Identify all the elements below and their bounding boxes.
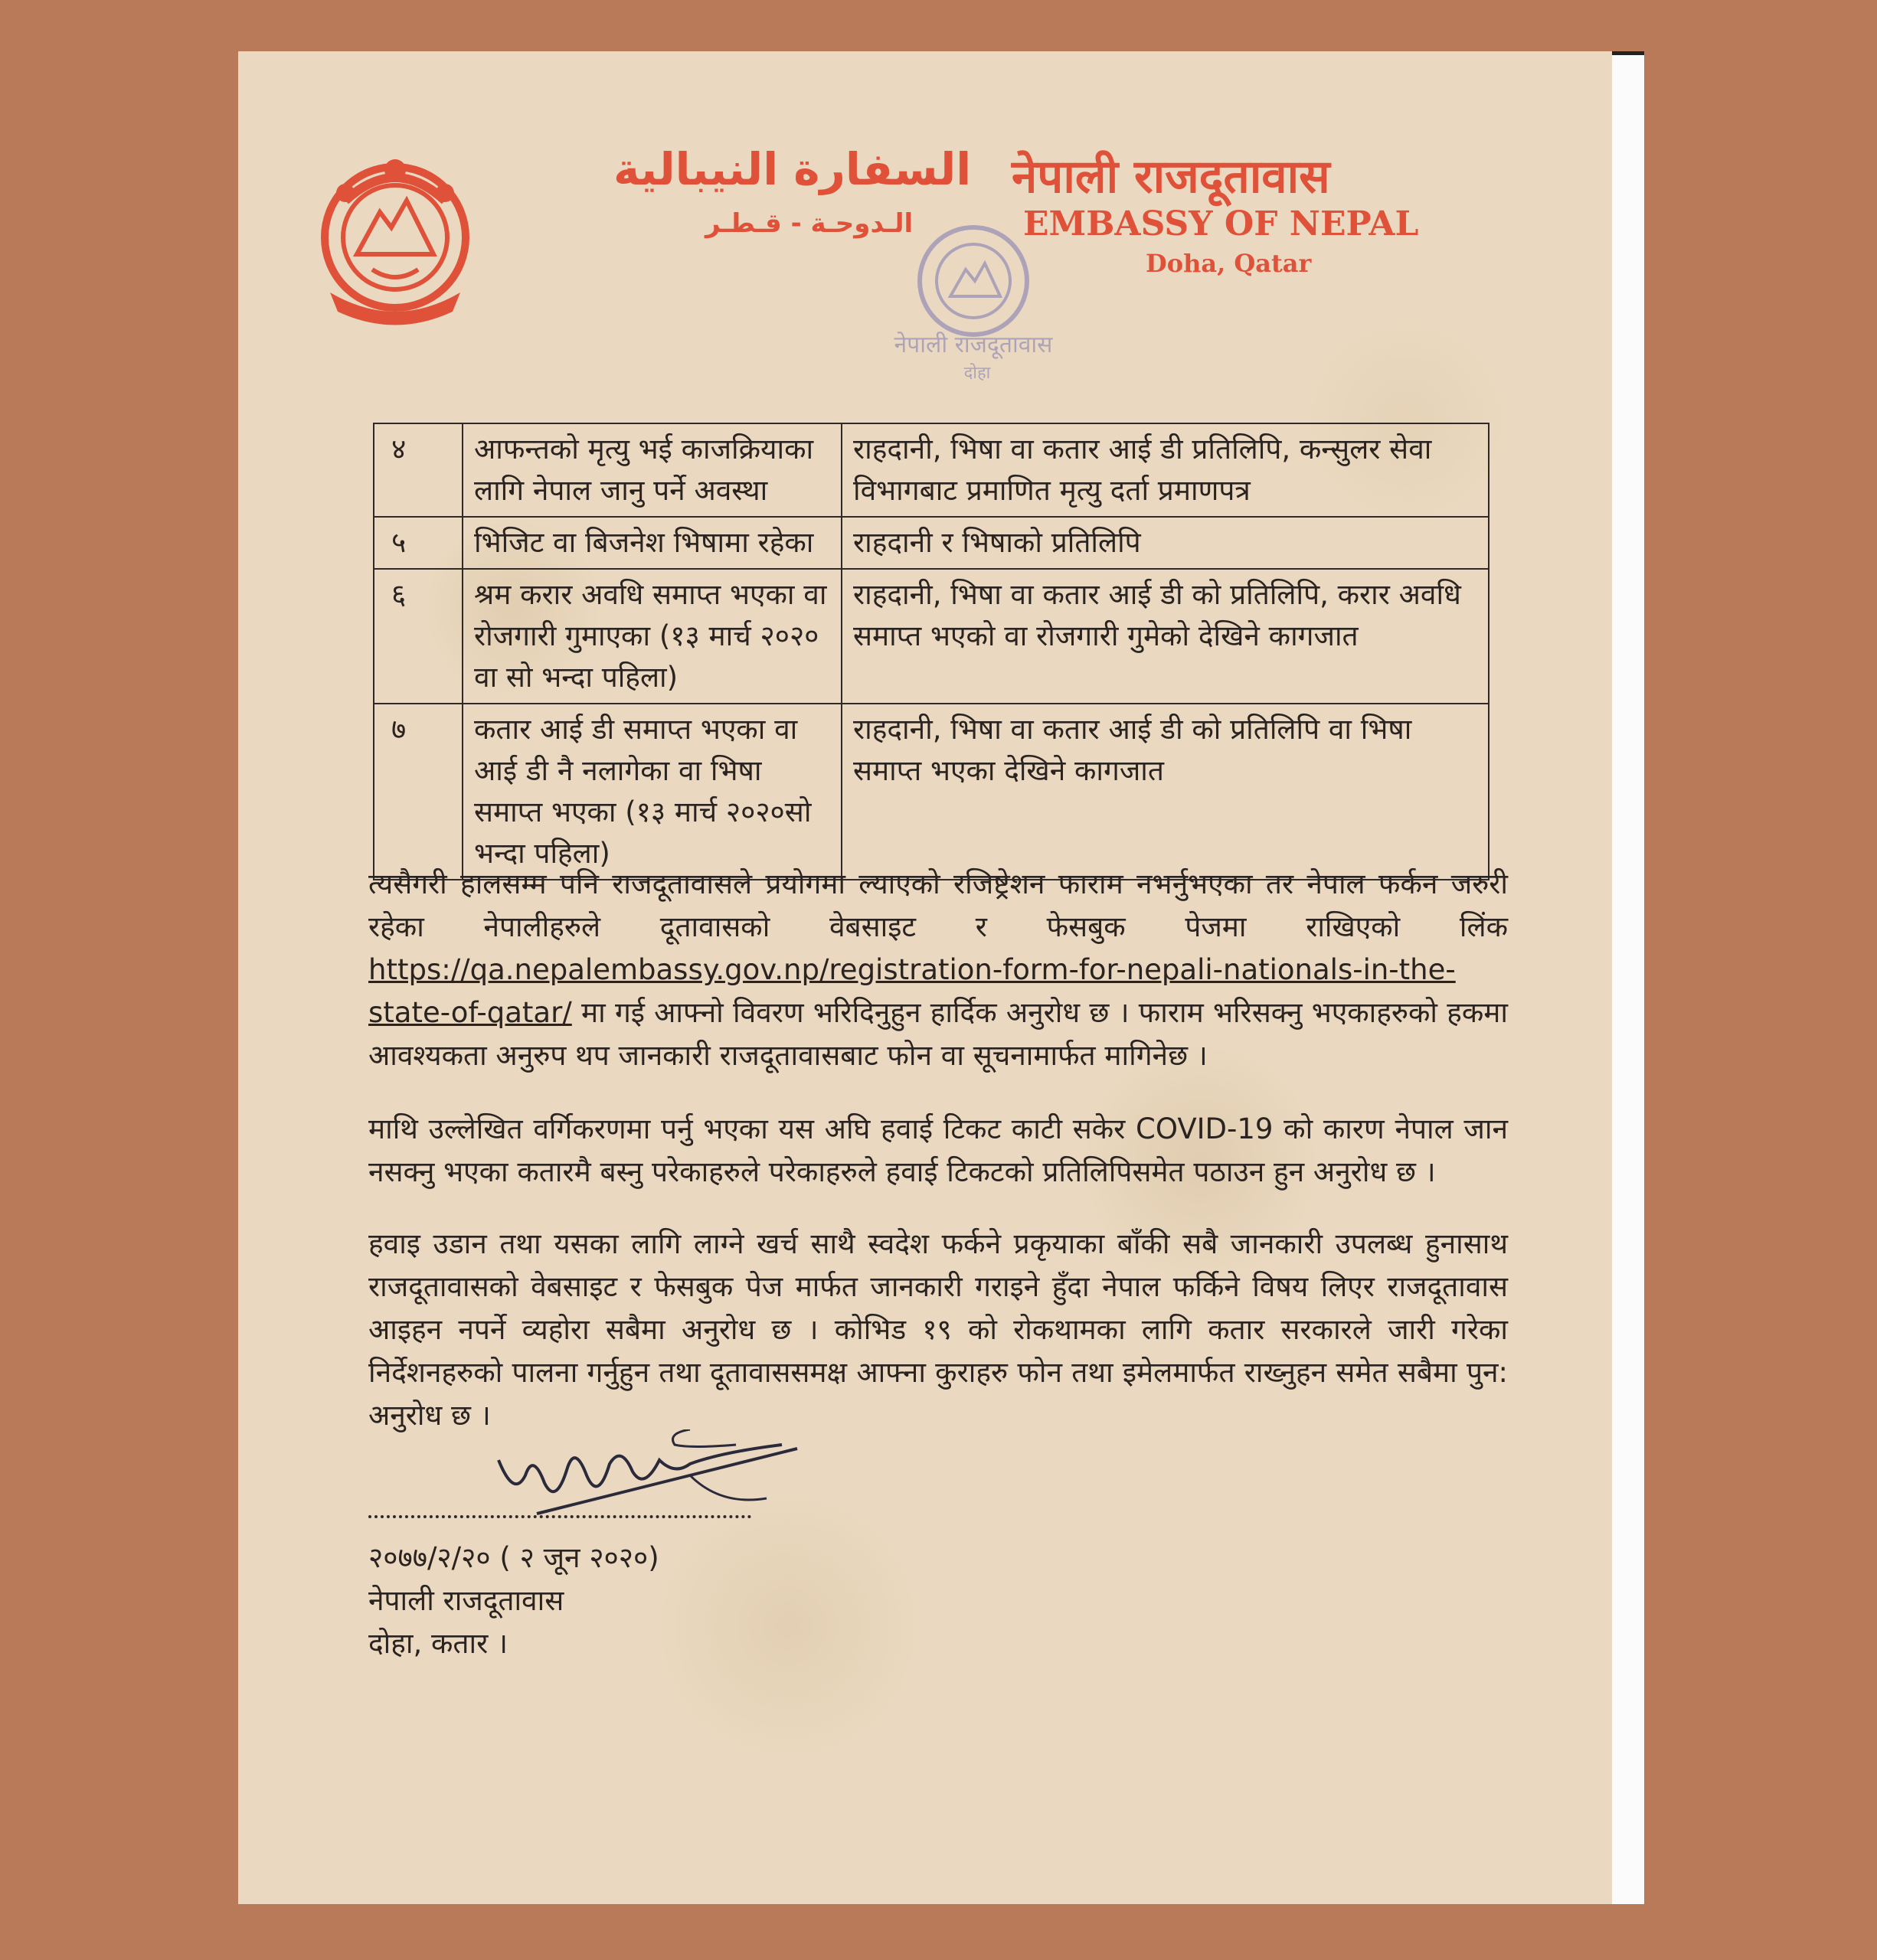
letter-location: दोहा, कतार ।: [368, 1627, 508, 1660]
row-documents: राहदानी, भिषा वा कतार आई डी को प्रतिलिपि, करार अवधि समाप्त भएको वा रोजगारी गुमेको देखिने कागजात: [842, 569, 1489, 704]
table-row: [374, 569, 1489, 704]
row-category: कतार आई डी समाप्त भएका वा आई डी नै नलागेका वा भिषा समाप्त भएका (१३ मार्च २०२०सो भन्दा पहिला): [463, 704, 842, 880]
paragraph-registration: [368, 863, 1508, 1077]
row-documents: राहदानी, भिषा वा कतार आई डी प्रतिलिपि, कन्सुलर सेवा विभागबाट प्रमाणित मृत्यु दर्ता प्रमाणपत्र: [842, 423, 1489, 517]
table-row: [374, 517, 1489, 569]
row-documents: राहदानी, भिषा वा कतार आई डी को प्रतिलिपि वा भिषा समाप्त भएका देखिने कागजात: [842, 704, 1489, 880]
header-nepali-name: नेपाली राजदूतावास: [1012, 150, 1330, 204]
row-documents: राहदानी र भिषाको प्रतिलिपि: [842, 517, 1489, 569]
row-number: ७: [374, 704, 463, 880]
table-row: [374, 704, 1489, 880]
row-number: ४: [374, 423, 463, 517]
corner-mark: [1612, 51, 1644, 55]
row-category: आफन्तको मृत्यु भई काजक्रियाका लागि नेपाल जानु पर्ने अवस्था: [463, 423, 842, 517]
letter-date: २०७७/२/२० ( २ जून २०२०): [368, 1541, 659, 1574]
row-category: श्रम करार अवधि समाप्त भएका वा रोजगारी गुमाएका (१३ मार्च २०२० वा सो भन्दा पहिला): [463, 569, 842, 704]
header-english-name: EMBASSY OF NEPAL: [1023, 204, 1419, 243]
table-row: [374, 423, 1489, 517]
embassy-seal-stamp: [889, 216, 1065, 392]
paragraph-registration-text-after: मा गई आफ्नो विवरण भरिदिनुहुन हार्दिक अनुरोध छ । फाराम भरिसक्नु भएकाहरुको हकमा आवश्यकता अनुरुप थप जानकारी राजदूतावासबाट फोन वा सूचनामार्फत मागिनेछ ।: [368, 996, 1508, 1072]
row-category: भिजिट वा बिजनेश भिषामा रहेका: [463, 517, 842, 569]
registration-form-link[interactable]: https://qa.nepalembassy.gov.np/registration-form-for-nepali-nationals-in-the-state-of-qatar/: [368, 953, 1456, 1029]
paragraph-flight-info: हवाइ उडान तथा यसका लागि लाग्ने खर्च साथै स्वदेश फर्कने प्रकृयाका बाँकी सबै जानकारी उपलब्ध हुनासाथ राजदूतावासको वेबसाइट र फेसबुक पेज मार्फत जानकारी गराइने हुँदा नेपाल फर्किने विषय लिएर राजदूतावास आइहन नपर्ने व्यहोरा सबैमा अनुरोध छ । कोभिड १९ को रोकथामका लागि कतार सरकारले जारी गरेका निर्देशनहरुको पालना गर्नुहुन तथा दूतावाससमक्ष आफ्ना कुराहरु फोन तथा इमेलमार्फत राख्नुहन समेत सबैमा पुन: अनुरोध छ ।: [368, 1227, 1508, 1432]
letter-office: नेपाली राजदूतावास: [368, 1584, 564, 1617]
seal-text: नेपाली राजदूतावास: [894, 332, 1053, 358]
header-arabic-name: السفارة النيبالية: [613, 143, 972, 195]
paragraph-registration-text: त्यसैगरी हालसम्म पनि राजदूतावासले प्रयोगमा ल्याएको रजिष्ट्रेशन फाराम नभर्नुभएका तर नेपाल फर्कन जरुरी रहेका नेपालीहरुले दूतावासको वेबसाइट र फेसबुक पेजमा राखिएको लिंक: [368, 867, 1508, 943]
row-number: ५: [374, 517, 463, 569]
signature-line: [368, 1515, 751, 1518]
nepal-emblem-icon: [299, 147, 491, 335]
eligibility-table: [373, 423, 1490, 880]
page-edge: [1612, 51, 1644, 1904]
signature: [491, 1429, 813, 1537]
paragraph-air-ticket: माथि उल्लेखित वर्गिकरणमा पर्नु भएका यस अघि हवाई टिकट काटी सकेर COVID-19 को कारण नेपाल जान नसक्नु भएका कतारमै बस्नु परेकाहरुले परेकाहरुले हवाई टिकटको प्रतिलिपिसमेत पठाउन हुन अनुरोध छ ।: [368, 1112, 1508, 1188]
seal-city: दोहा: [963, 364, 991, 383]
header-city: Doha, Qatar: [1146, 249, 1312, 278]
header-arabic-city: الـدوحـة - قـطـر: [705, 208, 914, 239]
row-number: ६: [374, 569, 463, 704]
letter-paper: [238, 51, 1612, 1904]
